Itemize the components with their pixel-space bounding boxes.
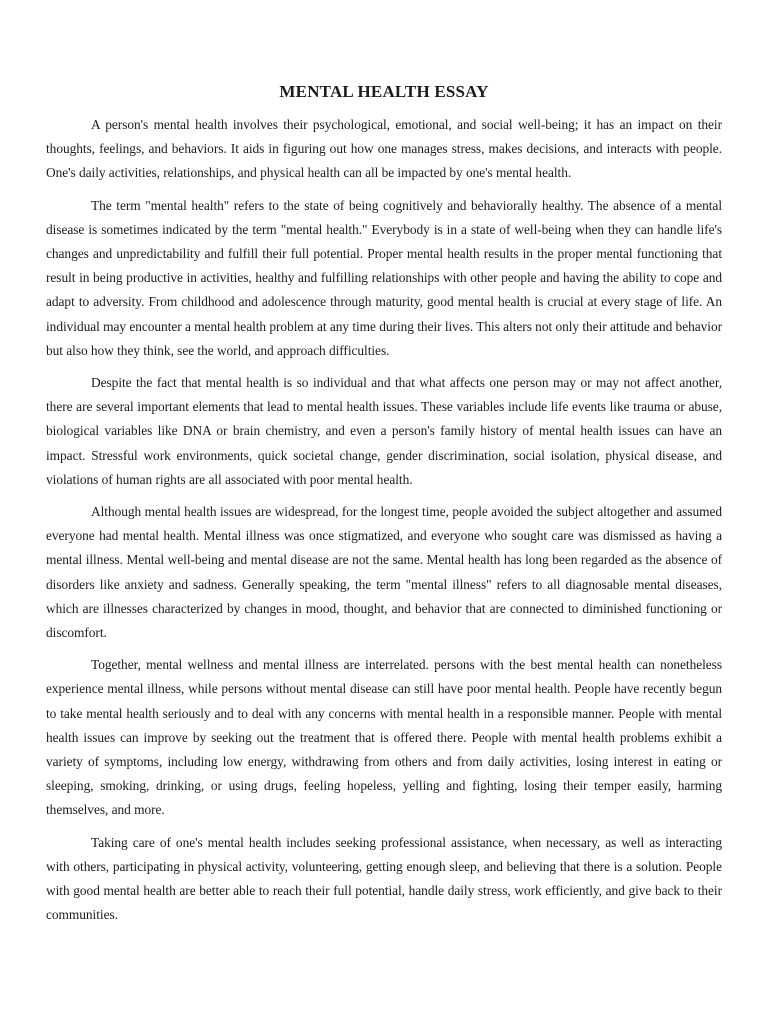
paragraph-5: Together, mental wellness and mental illness are interrelated. persons with the best mental health can nonetheless experience mental illness, while persons without mental disease can still have poor mental health. People have recently begun to take mental health seriously and to deal with any concerns with mental health in a responsible manner. People with mental health issues can improve by seeking out the treatment that is offered there. People with mental health problems exhibit a variety of symptoms, including low energy, withdrawing from others and from daily activities, losing interest in eating or sleeping, smoking, drinking, or using drugs, feeling hopeless, yelling and fighting, losing their temper easily, harming themselves, and more. [46,657,722,818]
paragraph-6: Taking care of one's mental health includes seeking professional assistance, when necessary, as well as interacting with others, participating in physical activity, volunteering, getting enough sleep, and believing that there is a solution. People with good mental health are better able to reach their full potential, handle daily stress, work efficiently, and give back to their communities. [46,834,722,923]
paragraph-3: Despite the fact that mental health is so individual and that what affects one person may or may not affect another, there are several important elements that lead to mental health issues. These variables include life events like trauma or abuse, biological variables like DNA or brain chemistry, and even a person's family history of mental health issues can have an impact. Stressful work environments, quick societal change, gender discrimination, social isolation, physical disease, and violations of human rights are all associated with poor mental health. [46,375,722,487]
page-title: MENTAL HEALTH ESSAY [279,82,489,101]
paragraph-1: A person's mental health involves their psychological, emotional, and social well-being; it has an impact on their thoughts, feelings, and behaviors. It aids in figuring out how one manages stress, makes decisions, and interacts with people. One's daily activities, relationships, and physical health can all be impacted by one's mental health. [46,117,722,181]
paragraph-4: Although mental health issues are widespread, for the longest time, people avoided the subject altogether and assumed everyone had mental health. Mental illness was once stigmatized, and everyone who sought care was dismissed as having a mental illness. Mental well-being and mental disease are not the same. Mental health has long been regarded as the absence of disorders like anxiety and sadness. Generally speaking, the term "mental illness" refers to all diagnosable mental diseases, which are illnesses characterized by changes in mood, thought, and behavior that are connected to diminished functioning or discomfort. [46,504,722,641]
paragraph-2: The term "mental health" refers to the state of being cognitively and behaviorally healthy. The absence of a mental disease is sometimes indicated by the term "mental health." Everybody is in a state of well-being when they can handle life's changes and unpredictability and fulfill their full potential. Proper mental health results in the proper mental functioning that result in being productive in activities, healthy and fulfilling relationships with other people and having the ability to cope and adapt to adversity. From childhood and adolescence through maturity, good mental health is crucial at every stage of life. An individual may encounter a mental health problem at any time during their lives. This alters not only their attitude and behavior but also how they think, see the world, and approach difficulties. [46,197,722,358]
essay-body [46,113,722,928]
